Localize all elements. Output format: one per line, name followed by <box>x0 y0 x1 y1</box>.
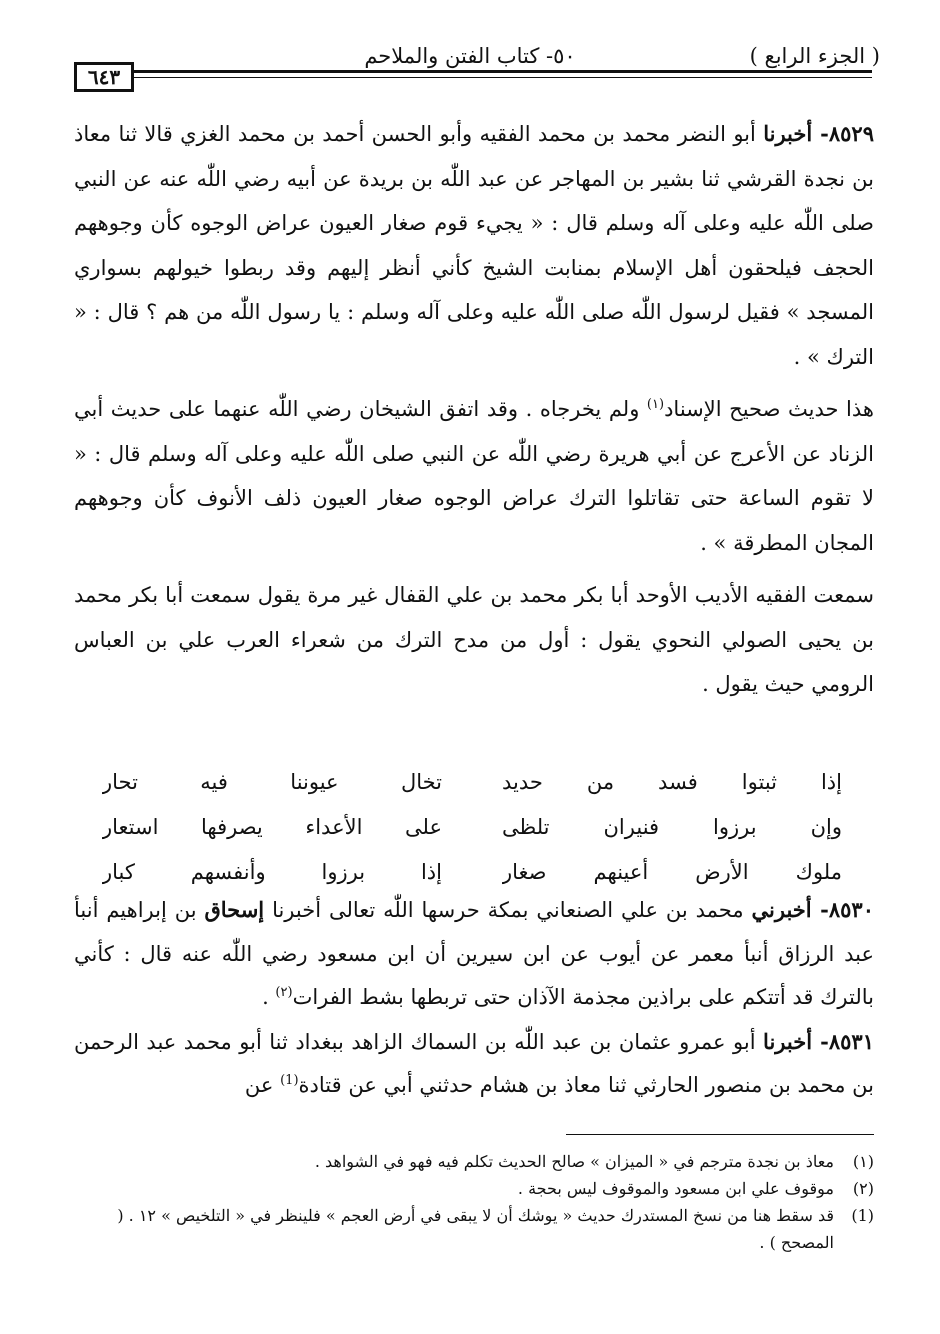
footnote <box>74 1202 874 1256</box>
poem-second-hemistich: تخال عيوننا فيه تحار <box>102 770 442 794</box>
commentary-text: هذا حديث صحيح الإسناد <box>664 397 874 421</box>
hadith-paragraph <box>74 112 874 379</box>
hadith-lead: - أخبرني <box>751 897 829 922</box>
hadith-paragraph <box>74 1020 874 1108</box>
footnote-mark: (1) <box>851 1206 874 1225</box>
volume-label: ( الجزء الرابع ) <box>749 44 880 68</box>
poem <box>102 760 842 895</box>
footnote-separator <box>566 1134 874 1135</box>
footnote-ref: (1) <box>280 1073 299 1088</box>
footnote-text: موقوف علي ابن مسعود والموقوف ليس بحجة . <box>517 1179 834 1198</box>
hadith-paragraph <box>74 888 874 1020</box>
poem-verse <box>102 760 842 805</box>
hadith-number: ٨٥٢٩ <box>828 121 874 146</box>
hadith-number: ٨٥٣٠ <box>828 897 874 922</box>
poem-first-hemistich: ملوك الأرض أعينهم صغار <box>502 860 842 884</box>
page-number: ٦٤٣ <box>74 62 134 92</box>
hadith-text: محمد بن علي الصنعاني بمكة حرسها اللّٰه تعالى أخبرنا <box>264 898 752 922</box>
narrator-name: إسحاق <box>204 897 265 922</box>
main-text-continued <box>74 888 874 1108</box>
footnote-text: معاذ بن نجدة مترجم في « الميزان » صالح الحديث تكلم فيه فهو في الشواهد . <box>314 1152 834 1171</box>
footnote <box>74 1148 874 1175</box>
hadith-lead: - أخبرنا <box>763 1028 829 1054</box>
narration-paragraph: سمعت الفقيه الأديب الأوحد أبا بكر محمد بن علي القفال غير مرة يقول سمعت أبا بكر محمد بن يحيى الصولي النحوي يقول : أول من مدح الترك من شعراء العرب علي بن العباس الرومي حيث يقول . <box>74 583 874 696</box>
hadith-lead: - أخبرنا <box>763 121 829 146</box>
footnote-mark: (٢) <box>852 1179 874 1198</box>
footnote-mark: (١) <box>852 1152 874 1171</box>
footnote-text: قد سقط هنا من نسخ المستدرك حديث « يوشك أن لا يبقى في أرض العجم » فلينظر في « التلخيص » ١٢ . ( المصحح ) . <box>117 1206 834 1252</box>
footnote-ref: (١) <box>646 397 665 412</box>
header-rule <box>134 70 872 73</box>
hadith-text: عن <box>244 1073 281 1097</box>
commentary-paragraph <box>74 387 874 565</box>
chapter-title: ٥٠- كتاب الفتن والملاحم <box>364 44 576 68</box>
header-rule-thin <box>134 77 872 78</box>
poem-first-hemistich: وإن برزوا فنيران تلظى <box>502 815 842 839</box>
main-text <box>74 112 874 707</box>
poem-first-hemistich: إذا ثبتوا فسد من حديد <box>502 770 842 794</box>
hadith-text: بن إبراهيم أنبأ عبد الرزاق أنبأ معمر عن أيوب عن ابن سيرين أن ابن مسعود رضي اللّٰه عنه قال : كأني بالترك قد أتتكم على براذين مجذمة الآذان حتى تربطها بشط الفرات <box>74 898 874 1009</box>
poem-verse <box>102 805 842 850</box>
hadith-text: أبو عمرو عثمان بن عبد اللّٰه بن السماك الزاهد ببغداد ثنا أبو محمد عبد الرحمن بن محمد بن منصور الحارثي ثنا معاذ بن هشام حدثني أبي عن قتادة <box>74 1029 874 1097</box>
footnote-ref: (٢) <box>275 985 293 1000</box>
footnotes <box>74 1148 874 1256</box>
footnote <box>74 1175 874 1202</box>
hadith-text: أبو النضر محمد بن محمد الفقيه وأبو الحسن أحمد بن محمد الغزي قالا ثنا معاذ بن نجدة القرشي ثنا بشير بن المهاجر عن عبد اللّٰه بن بريدة عن أبيه رضي اللّٰه عنه عن النبي صلى اللّٰه عليه وعلى آله وسلم قال : « يجيء قوم صغار العيون عراض الوجوه كأن وجوههم الحجف فيلحقون أهل الإسلام بمنابت الشيخ كأني أنظر إليهم وقد ربطوا خيولهم بسواري المسجد » فقيل لرسول اللّٰه صلى اللّٰه عليه وعلى آله وسلم : يا رسول اللّٰه من هم ؟ قال : « الترك » . <box>74 122 874 369</box>
hadith-number: ٨٥٣١ <box>828 1028 874 1054</box>
hadith-text-end: . <box>262 985 276 1009</box>
poem-second-hemistich: إذا برزوا وأنفسهم كبار <box>102 860 442 884</box>
poem-second-hemistich: على الأعداء يصرفها استعار <box>102 815 442 839</box>
commentary-text: ولم يخرجاه . وقد اتفق الشيخان رضي اللّٰه عنهما على حديث أبي الزناد عن الأعرج عن أبي هريرة رضي اللّٰه عن النبي صلى اللّٰه عليه وعلى آله وسلم قال : « لا تقوم الساعة حتى تقاتلوا الترك عراض الوجوه صغار العيون ذلف الأنوف كأن وجوههم المجان المطرقة » . <box>74 397 874 555</box>
